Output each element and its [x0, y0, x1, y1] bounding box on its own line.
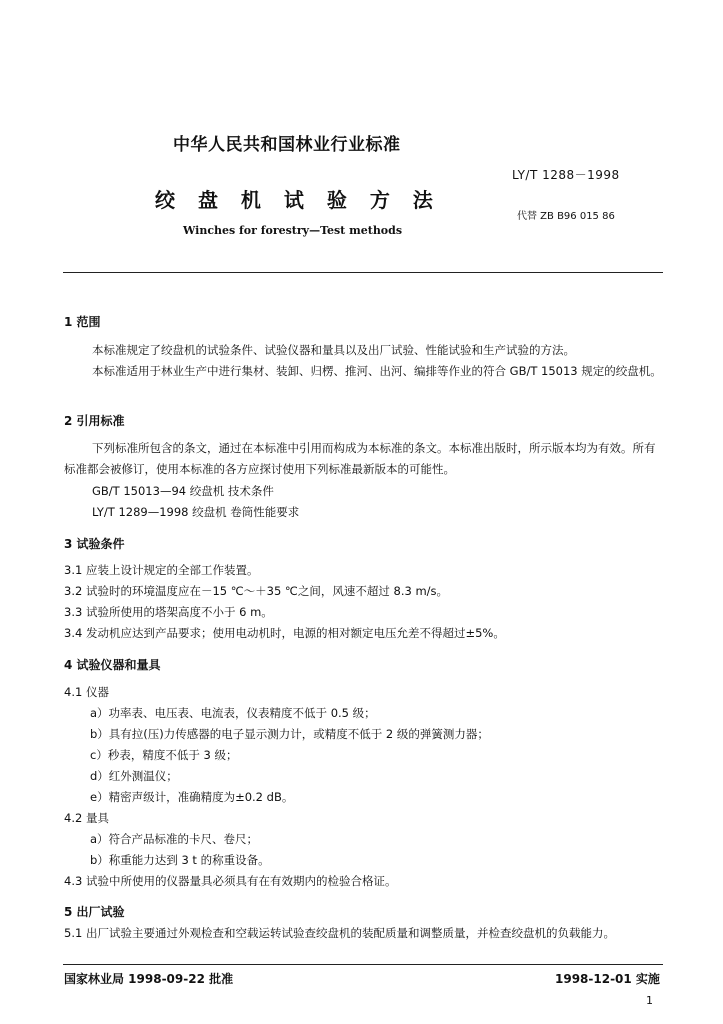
clause-3-2: 3.2 试验时的环境温度应在－15 ℃～＋35 ℃之间，风速不超过 8.3 m/s。 [64, 584, 449, 598]
instrument-a: a）功率表、电压表、电流表，仪表精度不低于 0.5 级； [90, 706, 376, 720]
reference-1: GB/T 15013—94 绞盘机 技术条件 [92, 484, 274, 498]
document-title: 绞 盘 机 试 验 方 法 [155, 188, 441, 212]
gauge-a: a）符合产品标准的卡尺、卷尺； [90, 832, 259, 846]
clause-4-3: 4.3 试验中所使用的仪器量具必须具有在有效期内的检验合格证。 [64, 874, 397, 888]
instrument-d: d）红外测温仪； [90, 769, 178, 783]
clause-5-1: 5.1 出厂试验主要通过外观检查和空载运转试验查绞盘机的装配质量和调整质量，并检查绞盘机的负载能力。 [64, 926, 615, 940]
clause-4-2: 4.2 量具 [64, 811, 109, 825]
clause-4-1: 4.1 仪器 [64, 685, 109, 699]
section-1-para-1: 本标准规定了绞盘机的试验条件、试验仪器和量具以及出厂试验、性能试验和生产试验的方法。 [92, 343, 575, 357]
section-1-heading: 1 范围 [64, 315, 101, 329]
reference-2: LY/T 1289—1998 绞盘机 卷筒性能要求 [92, 505, 300, 519]
section-4-heading: 4 试验仪器和量具 [64, 658, 161, 672]
clause-3-1: 3.1 应装上设计规定的全部工作装置。 [64, 563, 259, 577]
standard-code: LY/T 1288－1998 [512, 168, 620, 182]
section-3-heading: 3 试验条件 [64, 537, 125, 551]
section-2-heading: 2 引用标准 [64, 414, 125, 428]
page-number: 1 [646, 994, 653, 1007]
issuing-body-title: 中华人民共和国林业行业标准 [173, 135, 401, 155]
section-2-para-1: 下列标准所包含的条文，通过在本标准中引用而构成为本标准的条文。本标准出版时，所示版本均为有效。所有标准都会被修订，使用本标准的各方应探讨使用下列标准最新版本的可能性。 [64, 441, 656, 476]
instrument-b: b）具有拉(压)力传感器的电子显示测力计，或精度不低于 2 级的弹簧测力器； [90, 727, 489, 741]
instrument-e: e）精密声级计，准确精度为±0.2 dB。 [90, 790, 294, 804]
footer-divider [63, 964, 663, 965]
replaced-standard: 代替 ZB B96 015 86 [517, 211, 615, 222]
section-5-heading: 5 出厂试验 [64, 905, 125, 919]
implementation-date: 1998-12-01 实施 [555, 972, 660, 986]
approval-date: 国家林业局 1998-09-22 批准 [64, 972, 234, 986]
section-1-para-2: 本标准适用于林业生产中进行集材、装卸、归楞、推河、出河、编排等作业的符合 GB/T 15013 规定的绞盘机。 [92, 364, 662, 378]
clause-3-4: 3.4 发动机应达到产品要求；使用电动机时，电源的相对额定电压允差不得超过±5%。 [64, 626, 505, 640]
gauge-b: b）称重能力达到 3 t 的称重设备。 [90, 853, 270, 867]
header-divider [63, 272, 663, 273]
english-title: Winches for forestry—Test methods [183, 224, 403, 237]
clause-3-3: 3.3 试验所使用的塔架高度不小于 6 m。 [64, 605, 273, 619]
instrument-c: c）秒表，精度不低于 3 级； [90, 748, 238, 762]
